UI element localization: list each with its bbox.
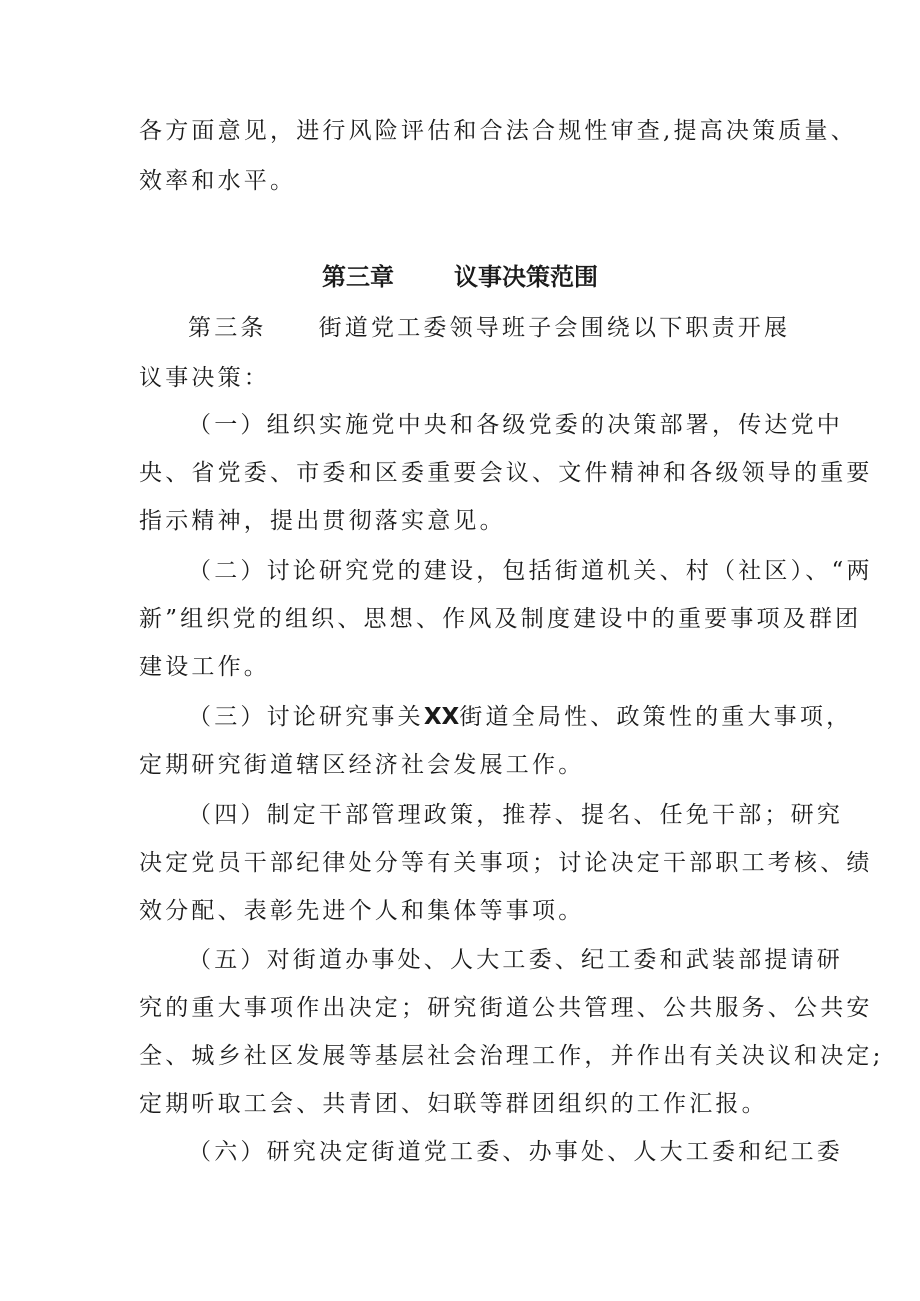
item4-line-2: 决定党员干部纪律处分等有关事项；讨论决定干部职工考核、绩 [139, 850, 873, 876]
item3-line1-suffix: 街道全局性、政策性的重大事项， [459, 704, 853, 730]
item3-line-1 [188, 702, 852, 732]
item5-line-1: （五）对街道办事处、人大工委、纪工委和武装部提请研 [188, 947, 843, 973]
item2-line-3: 建设工作。 [139, 654, 270, 680]
article-number: 第三条 [188, 315, 267, 341]
item2-line-2: 新”组织党的组织、思想、作风及制度建设中的重要事项及群团 [139, 606, 862, 632]
item5-line-3: 全、城乡社区发展等基层社会治理工作，并作出有关决议和决定; [139, 1043, 884, 1069]
chapter-title: 议事决策范围 [454, 263, 598, 291]
item1-line-3: 指示精神，提出贯彻落实意见。 [139, 508, 506, 534]
item3-line-2: 定期研究街道辖区经济社会发展工作。 [139, 752, 585, 778]
item2-line-1: （二）讨论研究党的建设，包括街道机关、村（社区）、“两 [188, 558, 873, 584]
item5-line-4: 定期听取工会、共青团、妇联等群团组织的工作汇报。 [139, 1091, 768, 1117]
item3-line1-prefix: （三）讨论研究事关 [188, 704, 424, 730]
item4-line-1: （四）制定干部管理政策，推荐、提名、任免干部；研究 [188, 802, 843, 828]
item4-line-3: 效分配、表彰先进个人和集体等事项。 [139, 898, 585, 924]
chapter-number: 第三章 [322, 263, 394, 291]
article-heading-line [188, 313, 790, 343]
item3-xx: XX [423, 704, 460, 730]
item6-line-1: （六）研究决定街道党工委、办事处、人大工委和纪工委 [188, 1139, 843, 1165]
item1-line-2: 央、省党委、市委和区委重要会议、文件精神和各级领导的重要 [139, 460, 873, 486]
article-second-line: 议事决策： [139, 365, 270, 391]
item1-line-1: （一）组织实施党中央和各级党委的决策部署，传达党中 [188, 412, 843, 438]
intro-line-2: 效率和水平。 [139, 168, 297, 194]
intro-line-1: 各方面意见，进行风险评估和合法合规性审查,提高决策质量、 [139, 118, 857, 144]
item5-line-2: 究的重大事项作出决定；研究街道公共管理、公共服务、公共安 [139, 995, 873, 1021]
article-first-line: 街道党工委领导班子会围绕以下职责开展 [318, 315, 791, 341]
chapter-heading [0, 262, 920, 292]
